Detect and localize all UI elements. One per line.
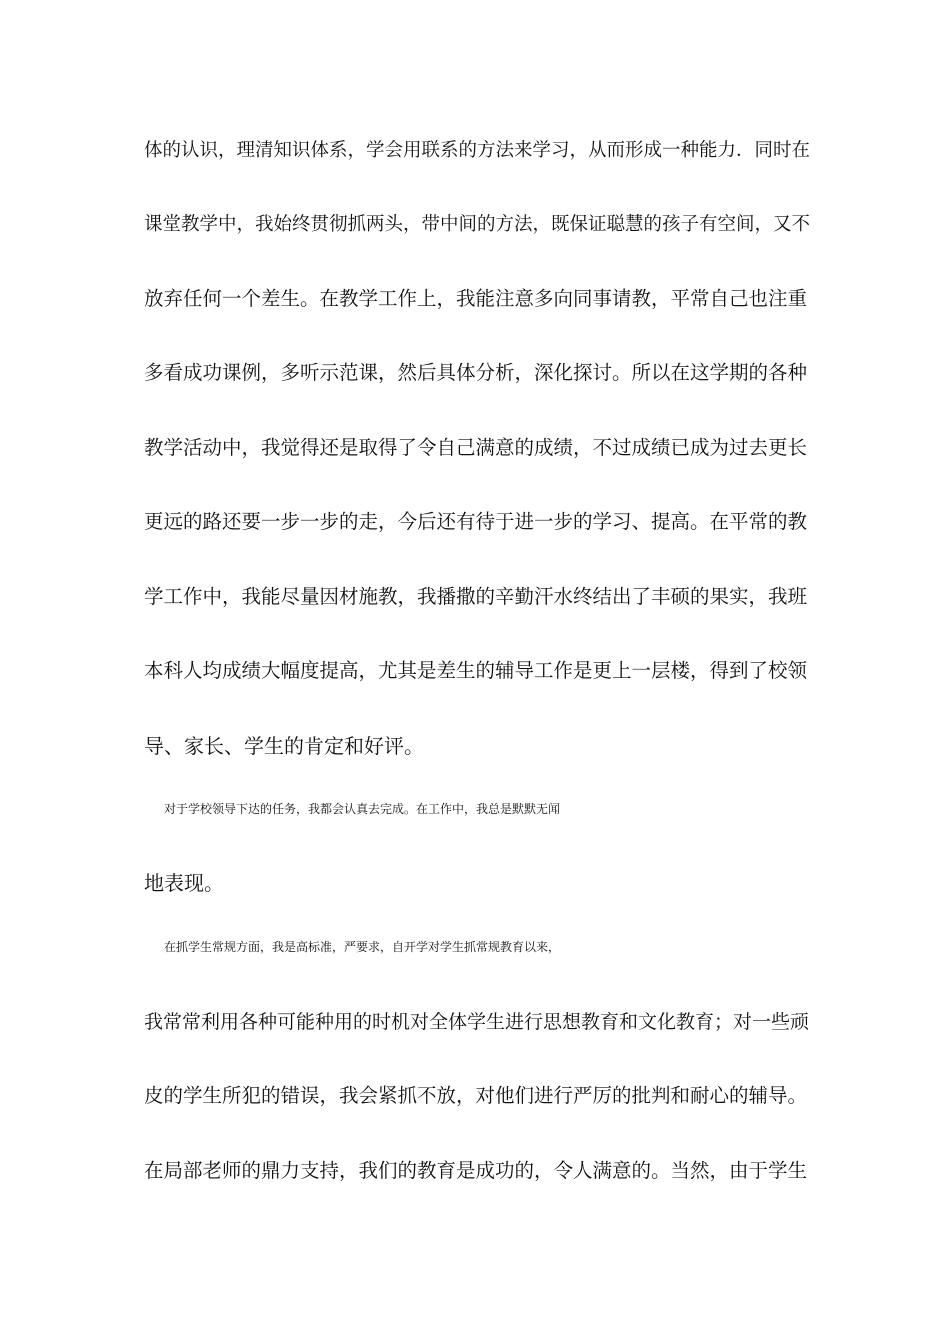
text-line: 教学活动中，我觉得还是取得了令自己满意的成绩，不过成绩已成为过去更长: [144, 436, 808, 459]
text-line: 更远的路还要一步一步的走，今后还有待于进一步的学习、提高。在平常的教: [144, 510, 808, 533]
text-line: 本科人均成绩大幅度提高，尤其是差生的辅导工作是更上一层楼，得到了校领: [144, 659, 808, 682]
paragraph-first-line: 在抓学生常规方面，我是高标准，严要求，自开学对学生抓常规教育以来，: [164, 940, 561, 954]
text-line: 皮的学生所犯的错误，我会紧抓不放，对他们进行严厉的批判和耐心的辅导。: [144, 1084, 808, 1107]
text-line: 我常常利用各种可能种用的时机对全体学生进行思想教育和文化教育；对一些顽: [144, 1011, 810, 1033]
text-line: 体的认识，理清知识体系，学会用联系的方法来学习，从而形成一种能力．同时在: [144, 140, 811, 161]
text-line: 多看成功课例，多听示范课，然后具体分析，深化探讨。所以在这学期的各种: [144, 361, 808, 384]
text-line: 在局部老师的鼎力支持，我们的教育是成功的，令人满意的。当然，由于学生: [144, 1159, 808, 1182]
text-line: 导、家长、学生的肯定和好评。: [144, 734, 424, 758]
text-line: 课堂教学中，我始终贯彻抓两头，带中间的方法，既保证聪慧的孩子有空间，又不: [144, 214, 811, 235]
paragraph-first-line: 对于学校领导下达的任务，我都会认真去完成。在工作中，我总是默默无闻: [164, 802, 561, 816]
text-line: 地表现。: [144, 871, 224, 895]
text-line: 学工作中，我能尽量因材施教，我播撒的辛勤汗水终结出了丰硕的果实，我班: [144, 585, 808, 608]
text-line: 放弃任何一个差生。在教学工作上，我能注意多向同事请教，平常自己也注重: [144, 287, 808, 310]
